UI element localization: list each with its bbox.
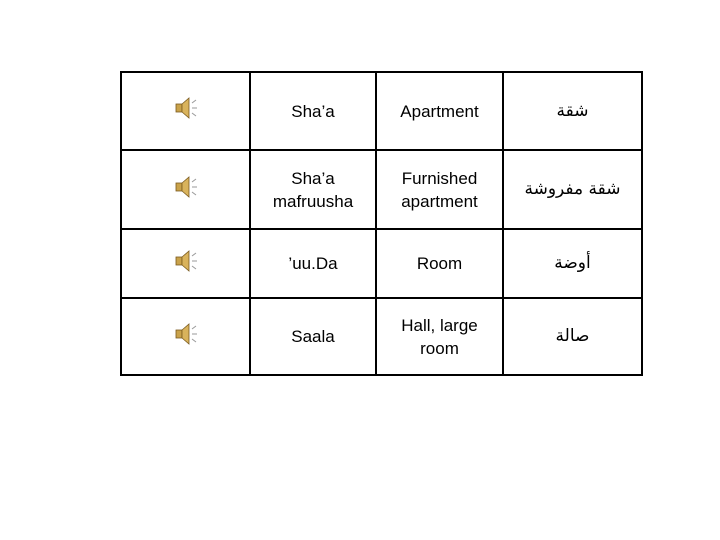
- transliteration: ’uu.Da: [250, 229, 376, 298]
- english-meaning: Hall, large room: [376, 298, 503, 375]
- arabic-word: شقة مفروشة: [503, 150, 642, 229]
- table-row: [121, 150, 642, 229]
- table-row: [121, 298, 642, 375]
- vocabulary-table: [120, 71, 643, 376]
- english-meaning: Furnished apartment: [376, 150, 503, 229]
- transliteration: Saala: [250, 298, 376, 375]
- transliteration: Sha’a mafruusha: [250, 150, 376, 229]
- speaker-icon[interactable]: [173, 321, 199, 347]
- speaker-icon[interactable]: [173, 95, 199, 121]
- table-row: [121, 229, 642, 298]
- transliteration: Sha’a: [250, 72, 376, 150]
- speaker-icon[interactable]: [173, 174, 199, 200]
- english-meaning: Apartment: [376, 72, 503, 150]
- audio-cell: [121, 150, 250, 229]
- english-meaning: Room: [376, 229, 503, 298]
- arabic-word: أوضة: [503, 229, 642, 298]
- arabic-word: شقة: [503, 72, 642, 150]
- arabic-word: صالة: [503, 298, 642, 375]
- audio-cell: [121, 298, 250, 375]
- speaker-icon[interactable]: [173, 248, 199, 274]
- audio-cell: [121, 229, 250, 298]
- table-row: [121, 72, 642, 150]
- audio-cell: [121, 72, 250, 150]
